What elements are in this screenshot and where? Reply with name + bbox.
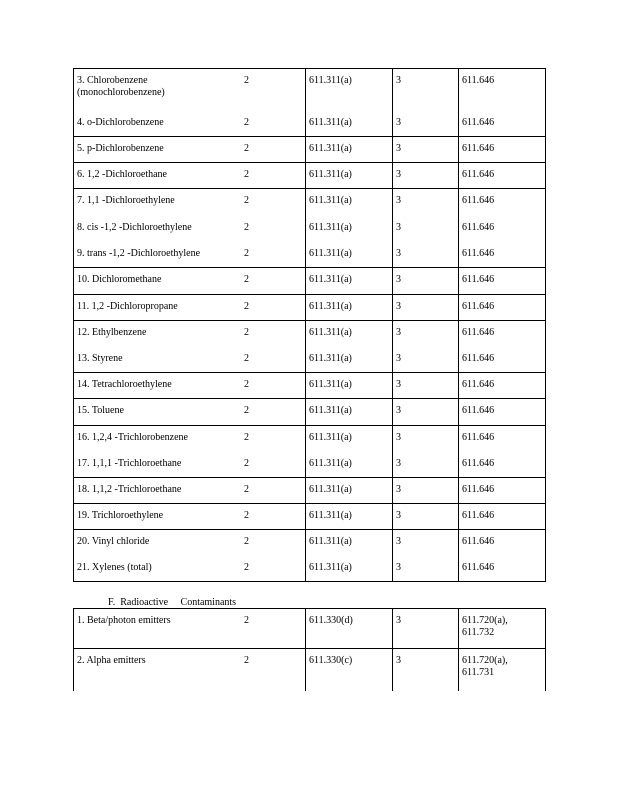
section-ref: 611.311(a) (306, 163, 393, 189)
section-ref: 611.311(a) (306, 69, 393, 111)
contaminant-table (73, 68, 546, 582)
level-value: 2 (244, 221, 249, 233)
section-ref: 611.311(a) (306, 242, 393, 268)
method-ref: 611.646 (459, 69, 546, 111)
frequency-value: 3 (393, 347, 459, 373)
contaminant-cell (74, 163, 306, 189)
frequency-value: 3 (393, 649, 459, 691)
method-ref: 611.646 (459, 216, 546, 242)
frequency-value: 3 (393, 242, 459, 268)
method-ref: 611.646 (459, 504, 546, 530)
frequency-value: 3 (393, 399, 459, 426)
frequency-value: 3 (393, 163, 459, 189)
contaminant-name: 13. Styrene (77, 352, 123, 364)
method-ref: 611.646 (459, 478, 546, 504)
contaminant-cell (74, 399, 306, 426)
frequency-value: 3 (393, 530, 459, 556)
contaminant-cell (74, 137, 306, 163)
table-row (74, 452, 546, 478)
table-row (74, 556, 546, 582)
method-ref: 611.646 (459, 295, 546, 321)
frequency-value: 3 (393, 137, 459, 163)
contaminant-name: 16. 1,2,4 -Trichlorobenzene (77, 432, 188, 443)
contaminant-name: 12. Ethylbenzene (77, 327, 147, 338)
contaminant-cell (74, 373, 306, 399)
contaminant-cell (74, 609, 306, 649)
contaminant-name: 10. Dichloromethane (77, 274, 162, 285)
table-row (74, 242, 546, 268)
contaminant-cell (74, 111, 306, 137)
contaminant-cell (74, 426, 306, 452)
section-ref: 611.311(a) (306, 373, 393, 399)
contaminant-name: 7. 1,1 -Dichloroethylene (77, 195, 175, 206)
level-value: 2 (244, 405, 249, 416)
table-row (74, 163, 546, 189)
contaminant-cell (74, 216, 306, 242)
frequency-value: 3 (393, 189, 459, 216)
method-ref: 611.646 (459, 189, 546, 216)
contaminant-name: 20. Vinyl chloride (77, 536, 150, 547)
contaminant-cell (74, 649, 306, 691)
section-ref: 611.311(a) (306, 216, 393, 242)
contaminant-cell (74, 478, 306, 504)
contaminant-cell (74, 242, 306, 268)
table-row (74, 189, 546, 216)
method-ref: 611.646 (459, 111, 546, 137)
contaminant-name: 4. o-Dichlorobenzene (77, 116, 164, 128)
level-value: 2 (244, 352, 249, 364)
contaminant-cell (74, 347, 306, 373)
frequency-value: 3 (393, 426, 459, 452)
table-row (74, 268, 546, 295)
frequency-value: 3 (393, 556, 459, 582)
method-ref: 611.646 (459, 556, 546, 582)
section-ref: 611.311(a) (306, 426, 393, 452)
method-ref: 611.646 (459, 452, 546, 478)
contaminant-cell (74, 189, 306, 216)
section-ref: 611.311(a) (306, 189, 393, 216)
level-value: 2 (244, 655, 249, 666)
method-ref: 611.646 (459, 399, 546, 426)
method-ref: 611.646 (459, 163, 546, 189)
table-row (74, 321, 546, 347)
section-ref: 611.330(c) (306, 649, 393, 691)
level-value: 2 (244, 615, 249, 626)
section-ref: 611.311(a) (306, 111, 393, 137)
contaminant-cell (74, 452, 306, 478)
radioactive-table (73, 608, 546, 691)
frequency-value: 3 (393, 295, 459, 321)
contaminant-cell (74, 556, 306, 582)
section-ref: 611.311(a) (306, 268, 393, 295)
frequency-value: 3 (393, 111, 459, 137)
section-ref: 611.311(a) (306, 137, 393, 163)
contaminant-name: 11. 1,2 -Dichloropropane (77, 301, 178, 312)
contaminant-name: 3. Chlorobenzene (monochlorobenzene) (77, 75, 165, 98)
table-row (74, 426, 546, 452)
table-row (74, 373, 546, 399)
contaminant-name: 2. Alpha emitters (77, 655, 146, 666)
table-row (74, 478, 546, 504)
frequency-value: 3 (393, 321, 459, 347)
contaminant-name: 1. Beta/photon emitters (77, 615, 171, 626)
contaminant-name: 17. 1,1,1 -Trichloroethane (77, 457, 182, 469)
table-row (74, 530, 546, 556)
table-row (74, 649, 546, 691)
section-ref: 611.311(a) (306, 347, 393, 373)
level-value: 2 (244, 274, 249, 285)
section-heading: F. Radioactive Contaminants (108, 597, 237, 608)
method-ref: 611.646 (459, 242, 546, 268)
level-value: 2 (244, 301, 249, 312)
contaminant-name: 5. p-Dichlorobenzene (77, 143, 164, 154)
table-row (74, 347, 546, 373)
contaminant-name: 6. 1,2 -Dichloroethane (77, 169, 167, 180)
table-row (74, 137, 546, 163)
contaminant-name: 14. Tetrachloroethylene (77, 379, 172, 390)
level-value: 2 (244, 143, 249, 154)
method-ref: 611.646 (459, 373, 546, 399)
frequency-value: 3 (393, 478, 459, 504)
table-row (74, 504, 546, 530)
level-value: 2 (244, 379, 249, 390)
level-value: 2 (244, 327, 249, 338)
frequency-value: 3 (393, 268, 459, 295)
contaminant-cell (74, 504, 306, 530)
section-ref: 611.311(a) (306, 295, 393, 321)
contaminant-cell (74, 321, 306, 347)
frequency-value: 3 (393, 609, 459, 649)
table-row (74, 609, 546, 649)
frequency-value: 3 (393, 69, 459, 111)
contaminant-cell (74, 295, 306, 321)
section-ref: 611.311(a) (306, 452, 393, 478)
contaminant-cell (74, 268, 306, 295)
section-ref: 611.311(a) (306, 478, 393, 504)
contaminant-name: 19. Trichloroethylene (77, 510, 164, 521)
level-value: 2 (244, 75, 249, 86)
frequency-value: 3 (393, 373, 459, 399)
contaminant-cell (74, 530, 306, 556)
method-ref: 611.720(a), 611.731 (459, 649, 546, 691)
level-value: 2 (244, 536, 249, 547)
frequency-value: 3 (393, 452, 459, 478)
table-row (74, 111, 546, 137)
section-ref: 611.311(a) (306, 504, 393, 530)
contaminant-cell (74, 69, 306, 111)
table-row (74, 399, 546, 426)
level-value: 2 (244, 510, 249, 521)
frequency-value: 3 (393, 504, 459, 530)
table-row (74, 216, 546, 242)
level-value: 2 (244, 457, 249, 469)
table-row (74, 295, 546, 321)
table-row (74, 69, 546, 111)
contaminant-name: 21. Xylenes (total) (77, 561, 152, 573)
level-value: 2 (244, 432, 249, 443)
contaminant-name: 15. Toluene (77, 405, 124, 416)
section-ref: 611.311(a) (306, 556, 393, 582)
method-ref: 611.646 (459, 321, 546, 347)
section-ref: 611.311(a) (306, 321, 393, 347)
level-value: 2 (244, 247, 249, 259)
contaminant-name: 18. 1,1,2 -Trichloroethane (77, 484, 182, 495)
level-value: 2 (244, 195, 249, 206)
method-ref: 611.646 (459, 268, 546, 295)
contaminant-name: 8. cis -1,2 -Dichloroethylene (77, 221, 192, 233)
method-ref: 611.646 (459, 347, 546, 373)
section-ref: 611.311(a) (306, 399, 393, 426)
level-value: 2 (244, 561, 249, 573)
level-value: 2 (244, 169, 249, 180)
method-ref: 611.646 (459, 137, 546, 163)
level-value: 2 (244, 116, 249, 128)
method-ref: 611.646 (459, 530, 546, 556)
contaminant-name: 9. trans -1,2 -Dichloroethylene (77, 247, 201, 259)
section-ref: 611.330(d) (306, 609, 393, 649)
level-value: 2 (244, 484, 249, 495)
section-ref: 611.311(a) (306, 530, 393, 556)
method-ref: 611.720(a), 611.732 (459, 609, 546, 649)
method-ref: 611.646 (459, 426, 546, 452)
frequency-value: 3 (393, 216, 459, 242)
